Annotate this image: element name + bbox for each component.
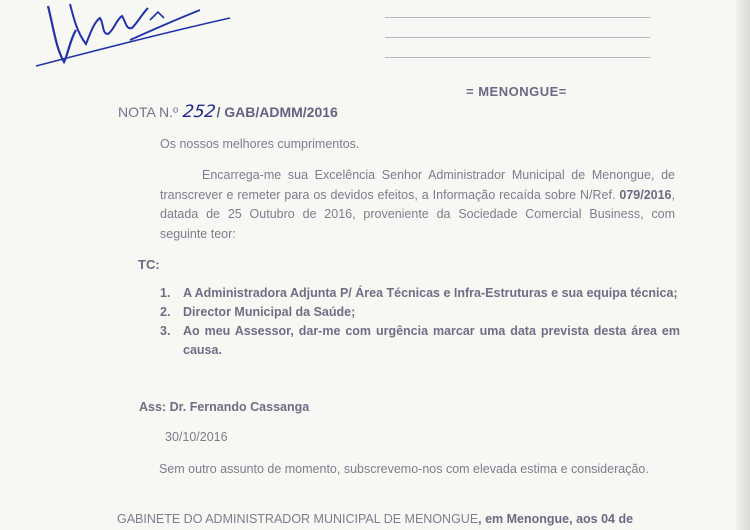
note-ref-code: / GAB/ADMM/2016 bbox=[216, 104, 338, 120]
footer-office: GABINETE DO ADMINISTRADOR MUNICIPAL DE MENONGUE bbox=[117, 512, 479, 526]
footer-line bbox=[117, 510, 677, 529]
body-paragraph bbox=[160, 166, 675, 244]
recipient-list bbox=[160, 284, 680, 360]
list-item bbox=[160, 303, 680, 322]
list-item-number: 3. bbox=[160, 324, 171, 338]
tc-label: TC: bbox=[138, 257, 160, 272]
scan-edge bbox=[736, 0, 750, 530]
address-line bbox=[385, 17, 650, 18]
signed-by: Ass: Dr. Fernando Cassanga bbox=[139, 400, 310, 414]
list-item-text: Ao meu Assessor, dar-me com urgência marcar uma data prevista desta área em causa. bbox=[183, 324, 680, 357]
address-line bbox=[385, 57, 650, 58]
list-item-number: 2. bbox=[160, 305, 171, 319]
list-item bbox=[160, 322, 680, 360]
list-item-text: A Administradora Adjunta P/ Área Técnicas e Infra-Estruturas e sua equipa técnica; bbox=[183, 286, 678, 300]
footer-location: , em Menongue, aos 04 de bbox=[478, 512, 634, 526]
handwritten-note-number: 252 bbox=[181, 102, 217, 122]
document-date: 30/10/2016 bbox=[165, 430, 228, 444]
closing-paragraph: Sem outro assunto de momento, subscrevemo-nos com elevada estima e consideração. bbox=[159, 462, 649, 476]
note-reference bbox=[118, 102, 338, 122]
body-ref: 079/2016 bbox=[619, 187, 672, 202]
list-item-number: 1. bbox=[160, 286, 171, 300]
greeting: Os nossos melhores cumprimentos. bbox=[160, 137, 360, 151]
note-prefix: NOTA N.º bbox=[118, 104, 179, 120]
list-item bbox=[160, 284, 680, 303]
city-heading: = MENONGUE= bbox=[466, 84, 567, 99]
handwritten-signature bbox=[30, 0, 240, 75]
list-item-text: Director Municipal da Saúde; bbox=[183, 305, 356, 319]
body-text-2: , datada de 25 Outubro de 2016, proveniente da Sociedade Comercial Business, com seguinte teor: bbox=[160, 187, 675, 241]
body-text-1: Encarrega-me sua Excelência Senhor Administrador Municipal de Menongue, de transcrever e remeter para os devidos efeitos, a Informação recaída sobre N/Ref. bbox=[160, 168, 675, 202]
address-line bbox=[385, 37, 650, 38]
